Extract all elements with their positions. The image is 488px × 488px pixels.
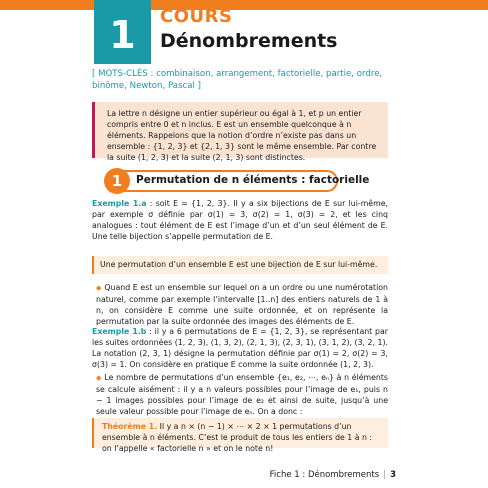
section-title: Permutation de n éléments : factorielle — [136, 174, 370, 186]
example-text: : soit E = {1, 2, 3}. Il y a six bijections de E sur lui-même, par exemple σ définie par σ(1) = 3, σ(2) = 1, σ(3) = 2, et les cinq analogues : tout élément de E est l’image d’un et d’un seul élément de E. Une telle bijection s’appelle permutation de E. — [92, 199, 388, 241]
theorem-label: Théorème 1. — [102, 422, 158, 431]
example-label: Exemple 1.b — [92, 327, 147, 336]
chapter-kicker: COURS — [160, 6, 233, 27]
keywords-line: [ MOTS-CLÉS : combinaison, arrangement, factorielle, partie, ordre, binôme, Newton, Pascal ] — [92, 69, 383, 91]
theorem-box — [92, 418, 388, 453]
page-footer — [270, 470, 396, 480]
footer-separator: | — [383, 470, 387, 480]
intro-text: La lettre n désigne un entier supérieur ou égal à 1, et p un entier compris entre 0 et n inclus. E est un ensemble quelconque à n éléments. Rappelons que la notion d’ordre n’existe pas dans un ensemble : {1, 2, 3} et {2, 1, 3} sont le même ensemble. Par contre la suite (1, 2, 3) et la suite (2, 1, 3) sont distinctes. — [107, 109, 377, 162]
bullet-paragraph-1 — [96, 282, 388, 327]
definition-box — [92, 256, 388, 274]
theorem-text: Il y a n × (n − 1) × ⋯ × 2 × 1 permutations d’un ensemble à n éléments. C’est le produit de tous les entiers de 1 à n : on l’appelle « factorielle n » et on le note n! — [102, 422, 373, 453]
diamond-bullet-icon: ◆ — [96, 284, 102, 292]
example-text: : il y a 6 permutations de E = {1, 2, 3}, se représentant par les suites ordonnées (1, 2, 3), (1, 3, 2), (2, 1, 3), (2, 3, 1), (3, 1, 2), (3, 2, 1). La notation (2, 3, 1) désigne la permutation définie par σ(1) = 2, σ(2) = 3, σ(3) = 1. On considère en pratique E comme la suite ordonnée (1, 2, 3). — [92, 327, 388, 369]
chapter-number: 1 — [94, 0, 151, 64]
header-orange-strip — [0, 0, 488, 10]
bullet-text: Quand E est un ensemble sur lequel on a un ordre ou une numérotation naturel, comme par exemple l’intervalle [1..n] des entiers naturels de 1 à n, on considère E comme une suite ordonnée, et on représente la permutation par la suite ordonnée des images des éléments de E. — [96, 283, 388, 326]
intro-box — [92, 102, 388, 162]
page-title: Dénombrements — [160, 30, 338, 52]
bullet-text: Le nombre de permutations d’un ensemble {e₁, e₂, ⋯, eₙ} à n éléments se calcule aisément : il y a n valeurs possibles pour l’image de e₁, puis n − 1 images possibles pour l’image de e₂ et ainsi de suite, jusqu’à une seule valeur possible pour l’image de eₙ. On a donc : — [96, 373, 388, 416]
page-number: 3 — [390, 470, 396, 480]
diamond-bullet-icon: ◆ — [96, 374, 102, 382]
footer-label: Fiche 1 : Dénombrements — [269, 470, 380, 480]
section-number: 1 — [104, 168, 130, 194]
example-label: Exemple 1.a — [92, 199, 147, 208]
chapter-header — [0, 0, 488, 57]
bullet-paragraph-2 — [96, 372, 388, 417]
definition-text: Une permutation d’un ensemble E est une bijection de E sur lui-même. — [100, 260, 378, 269]
example-1b — [92, 326, 388, 370]
example-1a — [92, 198, 388, 242]
